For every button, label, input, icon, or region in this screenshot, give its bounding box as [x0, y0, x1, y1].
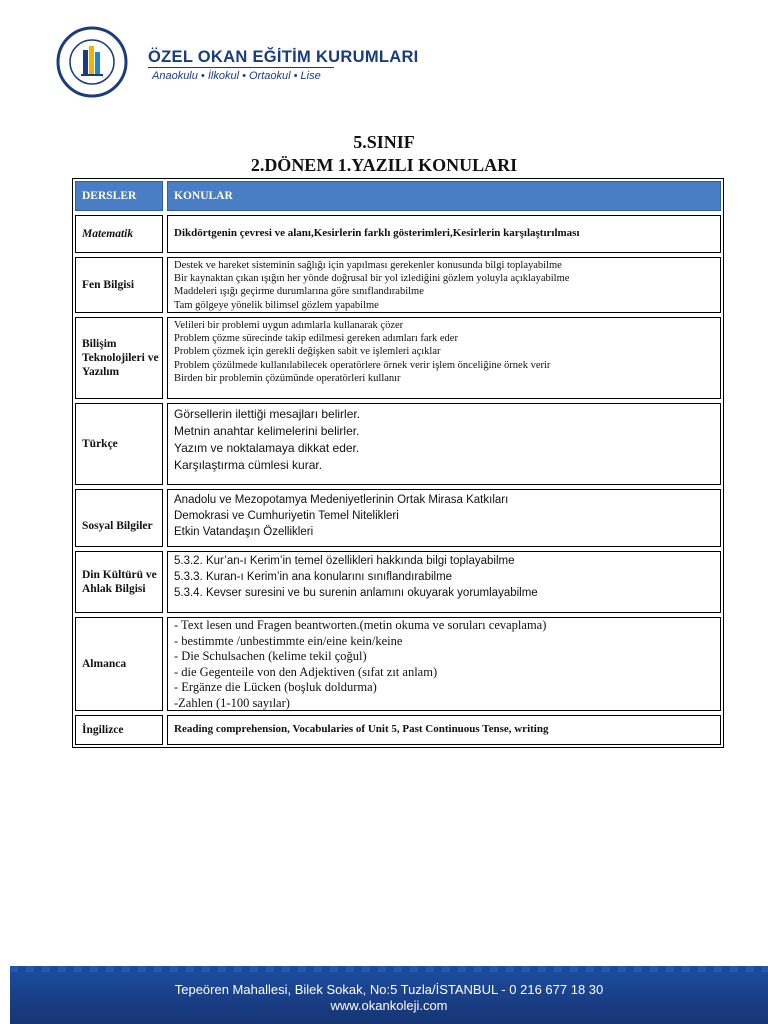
table-row	[73, 255, 723, 315]
table-header-row	[73, 179, 723, 213]
topics-cell	[167, 317, 721, 399]
topic-line: 5.3.4. Kevser suresini ve bu surenin anlamını okuyarak yorumlayabilme	[174, 587, 538, 599]
table-row	[73, 713, 723, 747]
table-row	[73, 213, 723, 255]
footer-address: Tepeören Mahallesi, Bilek Sokak, No:5 Tuzla/İSTANBUL - 0 216 677 18 30	[174, 982, 604, 997]
topic-line: Dikdörtgenin çevresi ve alanı,Kesirlerin farklı gösterimleri,Kesirlerin karşılaştırılması	[174, 227, 580, 240]
topic-line: Etkin Vatandaşın Özellikleri	[174, 526, 314, 538]
topic-line: Problem çözmek için gerekli değişken sabit ve işlemleri açıklar	[174, 346, 441, 358]
topic-line: Görsellerin ilettiği mesajları belirler.	[174, 407, 361, 421]
subject-cell: Sosyal Bilgiler	[75, 489, 163, 547]
topics-cell	[167, 489, 721, 547]
topic-line: Demokrasi ve Cumhuriyetin Temel Nitelikleri	[174, 510, 399, 522]
topic-line: - Die Schulsachen (kelime tekil çoğul)	[174, 649, 367, 664]
topic-line: Yazım ve noktalamaya dikkat eder.	[174, 441, 360, 455]
subject-cell: İngilizce	[75, 715, 163, 745]
topic-line: 5.3.3. Kuran-ı Kerim’in ana konularını sınıflandırabilme	[174, 571, 453, 583]
topic-line: Destek ve hareket sisteminin sağlığı için yapılması gerekenler konusunda bilgi toplayabilme	[174, 260, 562, 271]
topic-line: Anadolu ve Mezopotamya Medeniyetlerinin Ortak Mirasa Katkıları	[174, 494, 509, 506]
topics-cell	[167, 215, 721, 253]
table-row	[73, 615, 723, 713]
subject-cell: Bilişim Teknolojileri ve Yazılım	[75, 317, 163, 399]
school-seal-logo	[56, 26, 128, 98]
table-row	[73, 549, 723, 615]
topic-line: - die Gegenteile von den Adjektiven (sıfat zıt anlam)	[174, 664, 438, 679]
topic-line: Karşılaştırma cümlesi kurar.	[174, 458, 323, 472]
footer-website: www.okankoleji.com	[330, 998, 448, 1013]
topic-line: Problem çözülmede kullanılabilecek operatörlere örnek verir işlem önceliğine örnek verir	[174, 359, 551, 371]
topic-line: Maddeleri ışığı geçirme durumlarına göre sınıflandırabilme	[174, 286, 424, 298]
topics-cell	[167, 715, 721, 745]
topic-line: Birden bir problemin çözümünde operatörleri kullanır	[174, 372, 401, 384]
brand-subtitle: Anaokulu • İlkokul • Ortaokul • Lise	[152, 70, 321, 82]
topics-cell	[167, 617, 721, 711]
topic-line: Metnin anahtar kelimelerini belirler.	[174, 424, 360, 438]
topics-cell	[167, 551, 721, 613]
topic-line: - Text lesen und Fragen beantworten.(metin okuma ve soruları cevaplama)	[174, 618, 547, 632]
footer-decoration	[10, 966, 768, 972]
topic-line: Problem çözme sürecinde takip edilmesi gereken adımları fark eder	[174, 333, 458, 345]
topic-line: Bir kaynaktan çıkan ışığın her yönde doğrusal bir yol izlediğini gözlem yoluyla açıklayabilme	[174, 273, 570, 285]
header-topics: KONULAR	[167, 181, 721, 211]
exam-title: 2.DÖNEM 1.YAZILI KONULARI	[250, 155, 518, 175]
topic-line: Reading comprehension, Vocabularies of Unit 5, Past Continuous Tense, writing	[174, 723, 549, 736]
table-row	[73, 401, 723, 487]
topics-cell	[167, 257, 721, 313]
grade-title: 5.SINIF	[353, 132, 415, 152]
subject-cell: Din Kültürü ve Ahlak Bilgisi	[75, 551, 163, 613]
topic-line: - bestimmte /unbestimmte ein/eine kein/keine	[174, 633, 403, 648]
subject-cell: Türkçe	[75, 403, 163, 485]
topic-line: Velileri bir problemi uygun adımlarla kullanarak çözer	[174, 320, 404, 331]
topics-table	[72, 178, 724, 748]
brand-divider	[148, 67, 334, 68]
brand-name: ÖZEL OKAN EĞİTİM KURUMLARI	[148, 48, 419, 66]
topic-line: - Ergänze die Lücken (boşluk doldurma)	[174, 680, 377, 695]
topic-line: -Zahlen (1-100 sayılar)	[174, 695, 290, 710]
subject-cell: Almanca	[75, 617, 163, 711]
table-row	[73, 487, 723, 549]
subject-cell: Fen Bilgisi	[75, 257, 163, 313]
subject-cell: Matematik	[75, 215, 163, 253]
topic-line: 5.3.2. Kur’an-ı Kerim’in temel özellikleri hakkında bilgi toplayabilme	[174, 555, 515, 567]
footer-banner	[10, 966, 768, 1024]
topic-line: Tam gölgeye yönelik bilimsel gözlem yapabilme	[174, 299, 379, 311]
school-logo	[56, 26, 419, 106]
topics-cell	[167, 403, 721, 485]
table-row	[73, 315, 723, 401]
header-subjects: DERSLER	[75, 181, 163, 211]
